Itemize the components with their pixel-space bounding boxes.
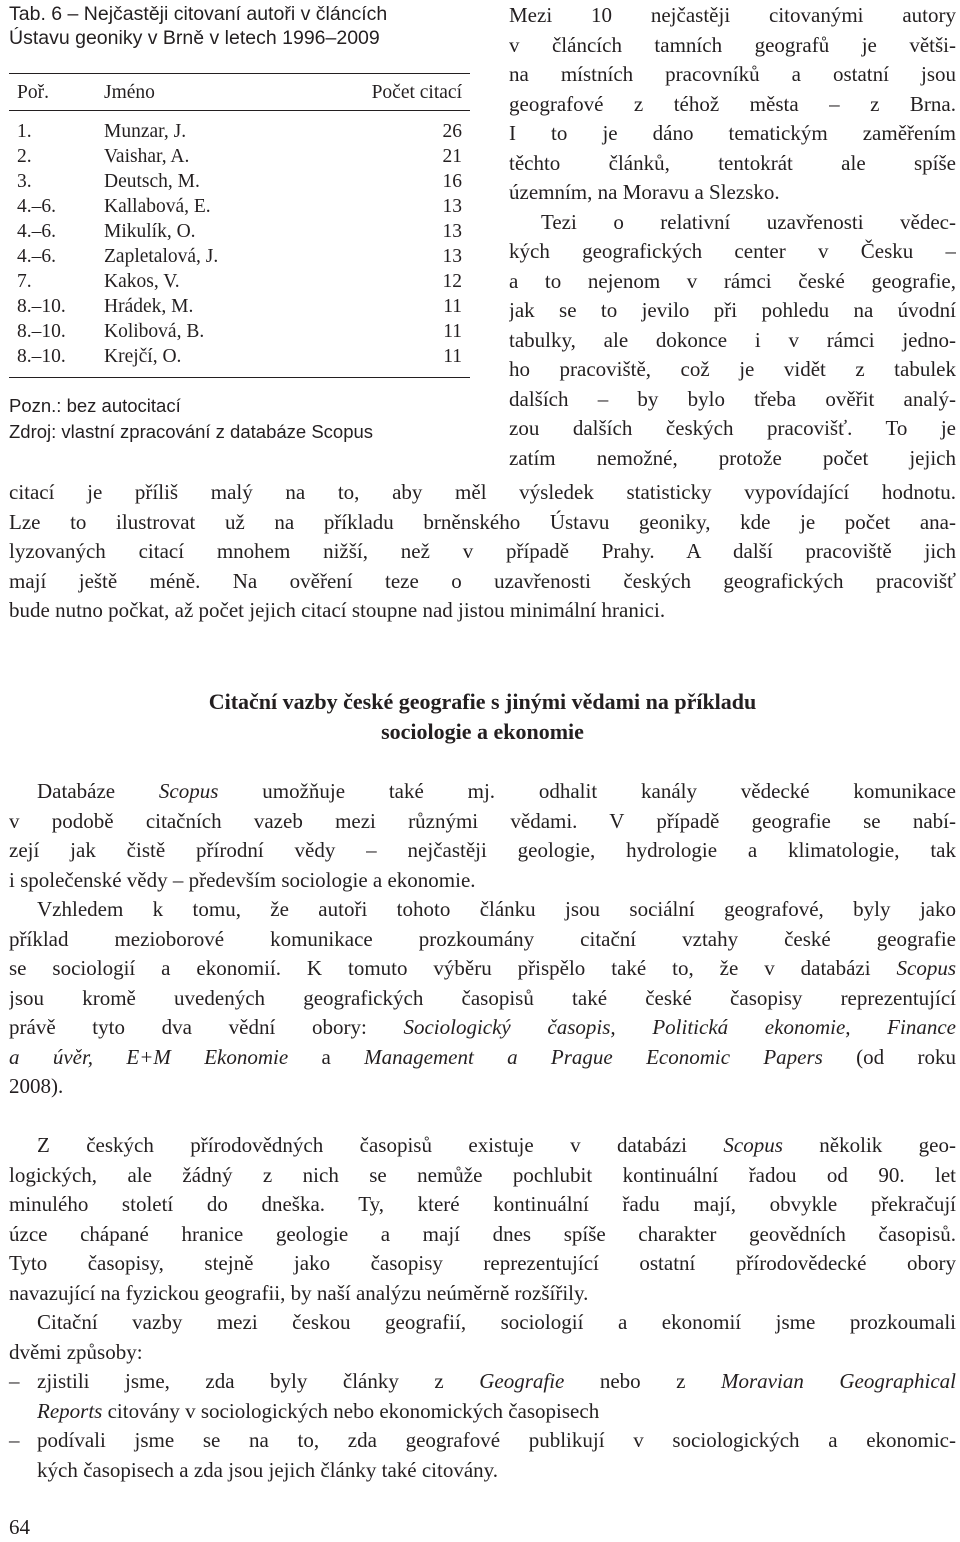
text-line: Citační vazby mezi českou geografií, sociologií a ekonomií jsme prozkoumali [37,1310,956,1334]
table-cell-rank: 8.–10. [17,296,66,317]
text-line: zjistili jsme, zda byly články z Geografie nebo z Moravian Geographical [37,1369,956,1393]
text-line: a úvěr, E+M Ekonomie a Management a Prague Economic Papers (od roku [9,1044,956,1069]
text-line: lyzovaných citací mnohem nižší, než v případě Prahy. A další pracoviště jich [9,539,956,563]
text-line: v článcích tamních geografů je větši- [509,32,956,57]
table-cell-rank: 8.–10. [17,321,66,342]
table-header-name: Jméno [104,82,155,103]
text-line: i společenské vědy – především sociologie a ekonomie. [9,867,476,892]
table-cell-rank: 4.–6. [17,246,56,267]
table-cell-rank: 1. [17,121,32,142]
text-line: úzce chápané hranice geologie a mají dnes spíše charakter geovědních časopisů. [9,1221,956,1246]
table-cell-count: 26 [442,121,462,142]
table-cell-count: 13 [442,221,462,242]
table-bottom-rule [9,377,470,378]
table-cell-count: 13 [442,196,462,217]
text-line: Mezi 10 nejčastěji citovanými autory [509,3,956,27]
table-header-rank: Poř. [17,82,49,103]
text-line: tabulky, ale dokonce i v rámci jedno- [509,327,956,352]
text-line: právě tyto dva vědní obory: Sociologický časopis, Politická ekonomie, Finance [9,1015,956,1039]
table-cell-count: 13 [442,246,462,267]
table-header-rule [9,110,470,111]
table-caption-line2: Ústavu geoniky v Brně v letech 1996–2009 [9,27,380,49]
text-line: minulého století do dneška. Ty, které kontinuální řadu mají, obvykle překračují [9,1192,956,1216]
table-cell-count: 21 [442,146,462,167]
table-top-rule [9,73,470,74]
table-cell-name: Vaishar, A. [104,146,190,167]
text-line: příklad mezioborové komunikace prozkoumány citační vztahy české geografie [9,926,956,951]
text-line: zatím nemožné, protože počet jejich [509,445,956,470]
text-line: podívali jsme se na to, zda geografové publikují v sociologických a ekonomic- [37,1428,956,1452]
table-source: Zdroj: vlastní zpracování z databáze Scopus [9,421,374,442]
text-line: Z českých přírodovědných časopisů existuje v databázi Scopus několik geo- [37,1133,956,1157]
table-cell-rank: 3. [17,171,32,192]
table-cell-name: Deutsch, M. [104,171,200,192]
table-cell-rank: 4.–6. [17,196,56,217]
table-cell-count: 11 [443,296,462,317]
table-cell-rank: 7. [17,271,32,292]
text-line: Tyto časopisy, stejně jako časopisy reprezentující ostatní přírodovědecké obory [9,1251,956,1275]
text-line: na místních pracovníků a ostatní jsou [509,62,956,86]
table-cell-rank: 4.–6. [17,221,56,242]
text-line: geografové z téhož města – z Brna. [509,91,956,116]
table-cell-name: Kallabová, E. [104,196,211,217]
text-line: jak se to jevilo při pohledu na úvodní [509,298,956,322]
text-line: citací je příliš malý na to, aby měl výsledek statisticky vypovídající hodnotu. [9,480,956,504]
section-heading-line2: sociologie a ekonomie [381,719,584,744]
table-cell-rank: 2. [17,146,32,167]
table-note: Pozn.: bez autocitací [9,395,181,416]
table-cell-name: Kakos, V. [104,271,180,292]
table-header-count: Počet citací [371,82,462,103]
text-line: logických, ale žádný z nich se nemůže pochlubit kontinuální řadou od 90. let [9,1162,956,1187]
text-line: se sociologií a ekonomií. K tomuto výběru přispělo také to, že v databázi Scopus [9,956,956,980]
text-line: zejí jak čistě přírodní vědy – nejčastěji geologie, hydrologie a klimatologie, tak [9,838,956,862]
table-cell-rank: 8.–10. [17,346,66,367]
section-heading-line1: Citační vazby české geografie s jinými vědami na příkladu [208,689,757,714]
page-number: 64 [9,1515,30,1539]
table-cell-name: Munzar, J. [104,121,187,142]
table-cell-name: Kolibová, B. [104,321,205,342]
text-line: kých geografických center v Česku – [509,239,956,263]
text-line: územním, na Moravu a Slezsko. [509,180,780,204]
text-line: mají ještě méně. Na ověření teze o uzavřenosti českých geografických pracovišť [9,568,956,593]
bullet-dash: – [9,1369,20,1393]
text-line: Databáze Scopus umožňuje také mj. odhalit kanály vědecké komunikace [37,779,956,803]
text-line: a to nejenom v rámci české geografie, [509,268,956,293]
text-line: Lze to ilustrovat už na příkladu brněnského Ústavu geoniky, kde je počet ana- [9,509,956,534]
table-cell-count: 11 [443,321,462,342]
table-cell-name: Hrádek, M. [104,296,194,317]
text-line: Vzhledem k tomu, že autoři tohoto článku jsou sociální geografové, byly jako [37,897,956,921]
text-line: těchto článků, tentokrát ale spíše [509,150,956,175]
bullet-dash: – [9,1428,20,1452]
text-line: zou dalších českých pracovišť. To je [509,416,956,440]
text-line: navazující na fyzickou geografii, by naší analýzu neúměrně rozšířily. [9,1280,589,1305]
table-cell-name: Krejčí, O. [104,346,182,367]
text-line: v podobě citačních vazeb mezi různými vědami. V případě geografie se nabí- [9,808,956,833]
text-line: bude nutno počkat, až počet jejich citací stoupne nad jistou minimální hranici. [9,598,666,622]
text-line: 2008). [9,1074,64,1098]
table-caption-line1: Tab. 6 – Nejčastěji citovaní autoři v článcích [9,3,388,25]
table-cell-name: Zapletalová, J. [104,246,219,267]
text-line: kých časopisech a zda jsou jejich články také citovány. [37,1457,499,1482]
table-cell-count: 16 [442,171,462,192]
text-line: Tezi o relativní uzavřenosti vědec- [541,209,956,234]
table-cell-name: Mikulík, O. [104,221,196,242]
text-line: dalších – by bylo třeba ověřit analý- [509,386,956,411]
text-line: dvěmi způsoby: [9,1339,143,1364]
table-cell-count: 11 [443,346,462,367]
table-cell-count: 12 [442,271,462,292]
text-line: Reports citovány v sociologických nebo ekonomických časopisech [37,1398,600,1423]
text-line: I to je dáno tematickým zaměřením [509,121,956,145]
text-line: jsou kromě uvedených geografických časopisů také české časopisy reprezentující [9,985,956,1010]
text-line: ho pracoviště, což je vidět z tabulek [509,357,956,381]
